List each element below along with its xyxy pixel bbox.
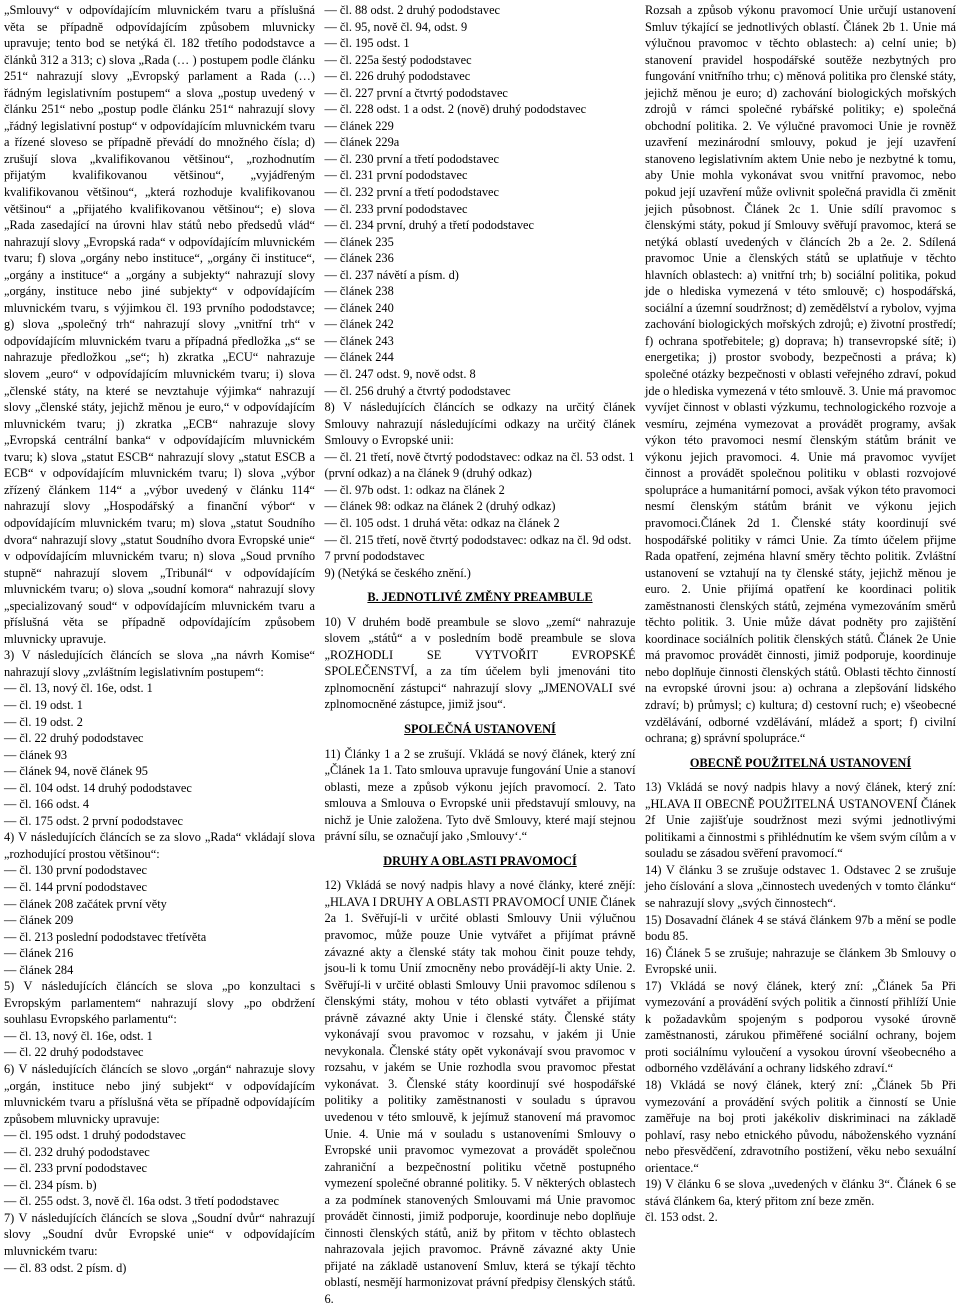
paragraph: 8) V následujících článcích se odkazy na určitý článek Smlouvy nahrazují následujícími odkazy na určitý článek Smlouvy o Evropské unii: — [324, 400, 636, 448]
list-item: — článek 216 — [4, 946, 74, 961]
list-item: — čl. 233 první pododstavec — [4, 1161, 147, 1176]
paragraph: 10) V druhém bodě preambule se slovo „zemí“ nahrazuje slovem „států“ a v posledním bodě preambule se slova „ROZHODLI SE VYTVOŘIT EVROPSKÉ SPOLEČENSTVÍ, a za tím účelem byli jmenováni tito zplnomocnění zástupci“ nahrazují slovy „JMENOVALI své zplnomocněné zástupce, jimiž jsou“. — [324, 614, 636, 712]
section-heading: OBECNĚ POUŽITELNÁ USTANOVENÍ — [689, 755, 912, 770]
list-item: — čl. 215 třetí, nově čtvrtý pododstavec: odkaz na čl. 9d odst. 7 první pododstavec — [324, 532, 632, 564]
paragraph: 18) Vkládá se nový článek, který zní: „Článek 5b Při vymezování a provádění svých politik a činností se Unie zaměřuje na boj proti jakékoliv diskriminaci na základě pohlaví, rasy nebo etnického původu, náboženského vyznání nebo přesvědčení, zdravotního postižení, věku nebo sexuální orientace.“ — [645, 1078, 956, 1175]
list-item: — čl. 95, nově čl. 94, odst. 9 — [324, 19, 468, 34]
list-item: — čl. 195 odst. 1 druhý pododstavec — [4, 1128, 186, 1143]
paragraph: 16) Článek 5 se zrušuje; nahrazuje se článkem 3b Smlouvy o Evropské unii. — [645, 945, 956, 977]
list-item: — čl. 234 písm. b) — [4, 1177, 97, 1192]
paragraph: 7) V následujících článcích se slova „Soudní dvůr“ nahrazují slovy „Soudní dvůr Evropské unie“ v odpovídajícím mluvnickém tvaru: — [4, 1210, 315, 1259]
list-item: — čl. 230 první a třetí pododstavec — [324, 151, 499, 166]
list-item: — čl. 237 návětí a písm. d) — [324, 267, 459, 282]
list-item: — čl. 22 druhý pododstavec — [4, 731, 144, 746]
list-item: — čl. 144 první pododstavec — [4, 879, 147, 894]
list-item: — čl. 130 první pododstavec — [4, 863, 147, 878]
list-item: — článek 284 — [4, 962, 74, 977]
list-item: — článek 93 — [4, 747, 68, 762]
list-item: — článek 98: odkaz na článek 2 (druhý odkaz) — [324, 499, 556, 514]
paragraph: čl. 153 odst. 2. — [645, 1210, 718, 1225]
paragraph: „Smlouvy“ v odpovídajícím mluvnickém tvaru a příslušná věta se případně odpovídajícím způsobem mluvnicky upravuje; tento bod se netýká čl. 182 třetího pododstavce a článků 312 a 313; c) slova „Rada (… ) postupem podle článku 251“ nahrazují slovy „Evropský parlament a Rada (…) řádným legislativním postupem“ a slova „postup uvedený v článku 251“ nebo „postup podle článku 251“ nahrazují slovy „řádný legislativní postup“ v odpovídajícím mluvnickém tvaru a řízené sloveso se případně převádí do množného čísla; d) zrušují slova „kvalifikovanou většinou“, „rozhodnutím přijatým kvalifikovanou většinou“, „vyjádřeným kvalifikovanou většinou“, „která rozhoduje kvalifikovanou většinou“ a „přijatého kvalifikovanou většinou“; e) slova „Rada zasedající na úrovni hlav států nebo předsedů vlád“ nahrazují slovy „Evropská rada“ v odpovídajícím mluvnickém tvaru; f) slova „orgány nebo instituce“, „orgány či instituce“, „orgány a instituce“ a „orgány a subjekty“ nahrazují slovy „orgány, instituce nebo jiné subjekty“ v odpovídajícím mluvnickém tvaru, s výjimkou čl. 193 prvního pododstavce; g) slova „společný trh“ nahrazují slovy „vnitřní trh“ v odpovídajícím mluvnickém tvaru a případná předložka „s“ se nahrazuje předložkou „se“; h) zkratka „ECU“ nahrazuje slovem „euro“ v odpovídajícím mluvnickém tvaru; i) slova „členské státy, na které se nevztahuje výjimka“ nahrazují slovy „členské státy, jejichž měnou je euro,“ v odpovídajícím mluvnickém tvaru; j) zkratka „ECB“ nahrazuje slovy „Evropská centrální banka“ v odpovídajícím mluvnickém tvaru; k) slova „statut ESCB“ nahrazují slovy „statut ESCB a ECB“ v odpovídajícím mluvnickém tvaru; l) slova „výbor zřízený článkem 114“ a „výbor uvedený v článku 114“ nahrazují slovy „Hospodářský a finanční výbor“ v odpovídajícím mluvnickém tvaru; m) slova „statut Soudního dvora“ nahrazují slovy „statut Soudního dvora Evropské unie“ v odpovídajícím mluvnickém tvaru; n) slova „Soud prvního stupně“ nahrazují slovem „Tribunál“ v odpovídajícím mluvnickém tvaru; o) slova „soudní komora“ nahrazují slovy „specializovaný soud“ v odpovídajícím mluvnickém tvaru a příslušná věta se případně odpovídajícím způsobem mluvnicky upravuje. — [4, 3, 315, 646]
paragraph: 17) Vkládá se nový článek, který zní: „Článek 5a Při vymezování a provádění svých politik a činností přihlíží Unie k požadavkům spojeným s podporou vysoké úrovně zaměstnanosti, zárukou přiměřené sociální ochrany, bojem proti sociálnímu vyloučení a vysokou úrovní všeobecného a odborného vzdělávání a ochrany lidského zdraví.“ — [645, 978, 956, 1076]
list-item: — čl. 232 první a třetí pododstavec — [324, 185, 499, 200]
paragraph: 4) V následujících článcích se za slovo „Rada“ vkládají slova „rozhodující prostou většinou“: — [4, 830, 315, 861]
column-right — [645, 2, 956, 1260]
list-item: — čl. 233 první pododstavec — [324, 201, 468, 216]
list-item: — čl. 232 druhý pododstavec — [4, 1144, 150, 1159]
list-item: — článek 240 — [324, 300, 394, 315]
section-heading: SPOLEČNÁ USTANOVENÍ — [404, 721, 556, 736]
list-item: — článek 229 — [324, 118, 394, 133]
list-item: — článek 238 — [324, 284, 394, 299]
list-item: — článek 243 — [324, 333, 394, 348]
list-item: — čl. 225a šestý pododstavec — [324, 52, 472, 67]
list-item: — čl. 195 odst. 1 — [324, 36, 410, 51]
list-item: — článek 208 začátek první věty — [4, 896, 167, 911]
list-item: — čl. 22 druhý pododstavec — [4, 1045, 144, 1060]
list-item: — čl. 97b odst. 1: odkaz na článek 2 — [324, 482, 505, 497]
paragraph: 6) V následujících článcích se slovo „orgán“ nahrazuje slovy „orgán, instituce nebo jiný subjekt“ v odpovídajícím mluvnickém tvaru a příslušná věta se případně odpovídajícím způsobem mluvnicky upravuje: — [4, 1062, 315, 1126]
list-item: — čl. 88 odst. 2 druhý pododstavec — [324, 3, 501, 17]
list-item: — čl. 13, nový čl. 16e, odst. 1 — [4, 1028, 153, 1043]
list-item: — článek 229a — [324, 135, 400, 150]
paragraph: 5) V následujících článcích se slova „po konzultaci s Evropským parlamentem“ nahrazují slovy „po obdržení souhlasu Evropského parlamentu“: — [4, 979, 315, 1027]
list-item: — čl. 175 odst. 2 první pododstavec — [4, 813, 183, 828]
list-item: — článek 235 — [324, 234, 394, 249]
column-left — [4, 2, 315, 1275]
list-item: — čl. 227 první a čtvrtý pododstavec — [324, 85, 508, 100]
paragraph: 14) V článku 3 se zrušuje odstavec 1. Odstavec 2 se zrušuje jeho číslování a slova „činnostech uvedených v tomto článku“ se nahrazují slovy „svých činnostech“. — [645, 862, 956, 910]
section-heading: DRUHY A OBLASTI PRAVOMOCÍ — [383, 853, 577, 868]
paragraph: 9) (Netýká se českého znění.) — [324, 565, 471, 580]
list-item: — čl. 213 poslední pododstavec třetívěta — [4, 929, 207, 944]
list-item: — článek 94, nově článek 95 — [4, 764, 148, 779]
list-item: — čl. 105 odst. 1 druhá věta: odkaz na článek 2 — [324, 515, 560, 530]
list-item: — čl. 19 odst. 2 — [4, 714, 83, 729]
paragraph: 11) Články 1 a 2 se zrušují. Vkládá se nový článek, který zní „Článek 1a 1. Tato smlouva upravuje fungování Unie a stanoví oblasti, meze a způsob výkonu jejích pravomocí. 2. Tato smlouva a Smlouva o Evropské unii představují smlouvy, na nichž je Unie založena. Tyto dvě Smlouvy, které mají stejnou právní sílu, se označují jako ‚Smlouvy‘.“ — [324, 746, 636, 844]
list-item: — čl. 231 první pododstavec — [324, 168, 468, 183]
section-heading: B. JEDNOTLIVÉ ZMĚNY PREAMBULE — [367, 590, 593, 605]
list-item: — čl. 228 odst. 1 a odst. 2 (nově) druhý pododstavec — [324, 102, 587, 117]
list-item: — článek 236 — [324, 251, 394, 266]
list-item: — čl. 166 odst. 4 — [4, 797, 90, 812]
list-item: — čl. 83 odst. 2 písm. d) — [4, 1260, 127, 1275]
list-item: — čl. 247 odst. 9, nově odst. 8 — [324, 367, 476, 382]
list-item: — čl. 255 odst. 3, nově čl. 16a odst. 3 třetí pododstavec — [4, 1194, 279, 1209]
list-item: — čl. 19 odst. 1 — [4, 697, 83, 712]
paragraph: 19) V článku 6 se slova „uvedených v článku 3“. Článek 6 se stává článkem 6a, který přitom zní beze změn. — [645, 1177, 956, 1208]
paragraph: 15) Dosavadní článek 4 se stává článkem 97b a mění se podle bodu 85. — [645, 912, 956, 944]
column-middle — [324, 2, 636, 1307]
list-item: — článek 209 — [4, 913, 74, 928]
list-item: — čl. 256 druhý a čtvrtý pododstavec — [324, 383, 511, 398]
list-item: — článek 242 — [324, 317, 394, 332]
list-item: — čl. 234 první, druhý a třetí pododstavec — [324, 218, 534, 233]
list-item: — čl. 104 odst. 14 druhý pododstavec — [4, 780, 192, 795]
list-item: — čl. 226 druhý pododstavec — [324, 69, 471, 84]
paragraph: Rozsah a způsob výkonu pravomocí Unie určují ustanovení Smluv týkající se jednotlivých oblastí. Článek 2b 1. Unie má výlučnou pravomoc v těchto oblastech: a) celní unie; b) stanovení pravidel hospodářské soutěže nezbytných pro fungování vnitřního trhu; c) měnová politika pro členské státy, jejichž měnou je euro; d) zachování biologických mořských zdrojů v rámci společné rybářské politiky; e) společná obchodní politika. 2. Ve výlučné pravomoci Unie je rovněž uzavření mezinárodní smlouvy, pokud je její uzavření stanoveno legislativním aktem Unie nebo je nezbytné k tomu, aby Unie mohla vykonávat svou vnitřní pravomoc, nebo pokud její uzavření může ovlivnit společná pravidla či změnit jejich působnost. Článek 2c 1. Unie sdílí pravomoc s členskými státy, pokud jí Smlouvy svěřují pravomoc, která se netýká oblastí uvedených v článcích 2b a 2e. 2. Sdílená pravomoc Unie a členských států se uplatňuje v těchto hlavních oblastech: a) vnitřní trh; b) sociální politika, pokud jde o hlediska vymezená v této smlouvě; c) hospodářská, sociální a územní soudržnost; d) zemědělství a rybolov, vyjma zachování biologických mořských zdrojů; e) životní prostředí; f) ochrana spotřebitele; g) doprava; h) transevropské sítě; i) energetika; j) prostor svobody, bezpečnosti a práva; k) společné otázky bezpečnosti v oblasti veřejného zdraví, pokud jde o hlediska vymezená v této smlouvě. 3. Unie má pravomoc vyvíjet činnost v oblasti výzkumu, technologického rozvoje a vesmíru, zejména vymezovat a provádět programy, avšak výkon této pravomoci nesmí členským státům bránit ve výkonu jejich pravomoci. 4. Unie má pravomoc vyvíjet činnost a provádět společnou politiku v oblasti rozvojové spolupráce a humanitární pomoci, avšak výkon této pravomoci nesmí členským státům bránit ve výkonu jejich pravomoci.Článek 2d 1. Členské státy koordinují své hospodářské politiky v rámci Unie. Za tímto účelem přijme Rada opatření, zejména hlavní směry těchto politik. Zvláštní ustanovení se vztahují na ty členské státy, jejichž měnou je euro. 2. Unie přijímá opatření ke koordinaci politik zaměstnanosti členských států, zejména vymezováním směrů těchto politik. 3. Unie může dávat podněty pro zajištění koordinace sociálních politik členských států. Článek 2e Unie má pravomoc provádět činnosti, jimiž podporuje, koordinuje nebo doplňuje činnosti členských států. Oblasti těchto činností na evropské úrovni jsou: a) ochrana a zlepšování lidského zdraví; b) průmysl; c) kultura; d) cestovní ruch; e) všeobecné vzdělávání, odborné vzdělávání, mládež a sport; f) civilní ochrana; g) správní spolupráce.“ — [645, 3, 956, 746]
paragraph: 12) Vkládá se nový nadpis hlavy a nové články, které znějí: „HLAVA I DRUHY A OBLASTI PRAVOMOCÍ UNIE Článek 2a 1. Svěřují-li v určité oblasti Smlouvy Unii výlučnou pravomoc, může pouze Unie vytvářet a přijímat právně závazné akty a členské státy tak mohou činit pouze tehdy, jsou-li k tomu Unií zmocněny nebo provádějí-li akty Unie. 2. Svěřují-li v určité oblasti Smlouvy Unii pravomoc sdílenou s členskými státy, mohou v této oblasti vytvářet a přijímat právně závazné akty Unie i členské státy. Členské státy vykonávají svou pravomoc v rozsahu, v jakém ji Unie nevykonala. Členské státy opět vykonávají svou pravomoc v rozsahu, v jakém se Unie rozhodla svou pravomoc přestat vykonávat. 3. Členské státy koordinují své hospodářské politiky a politiky zaměstnanosti v souladu s úpravou uvedenou v této smlouvě, k jejímuž stanovení má pravomoc Unie. 4. Unie má v souladu s ustanoveními Smlouvy o Evropské unii pravomoc vymezovat a provádět společnou zahraniční a bezpečnostní politiku včetně postupného vymezení společné obranné politiky. 5. V některých oblastech a za podmínek stanovených Smlouvami má Unie pravomoc provádět činnosti, jimiž podporuje, koordinuje nebo doplňuje činnosti členských států, aniž by přitom v těchto oblastech nahrazovala jejich pravomoc. Právně závazné akty Unie přijaté na základě ustanovení Smluv, která se týkají těchto oblastí, nesmějí harmonizovat právní předpisy členských států. 6. — [324, 878, 636, 1307]
list-item: — článek 244 — [324, 350, 394, 365]
columns — [4, 2, 956, 1307]
paragraph: 3) V následujících článcích se slova „na návrh Komise“ nahrazují slovy „zvláštním legislativním postupem“: — [4, 648, 315, 679]
list-item: — čl. 21 třetí, nově čtvrtý pododstavec: odkaz na čl. 53 odst. 1 (první odkaz) a na článek 9 (druhý odkaz) — [324, 449, 635, 481]
list-item: — čl. 13, nový čl. 16e, odst. 1 — [4, 681, 153, 696]
paragraph: 13) Vkládá se nový nadpis hlavy a nový článek, který zní: „HLAVA II OBECNĚ POUŽITELNÁ USTANOVENÍ Článek 2f Unie zajišťuje soudržnost mezi svými jednotlivými politikami a činnostmi s přihlédnutím ke všem svým cílům a v souladu se zásadou svěření pravomocí.“ — [645, 780, 956, 861]
